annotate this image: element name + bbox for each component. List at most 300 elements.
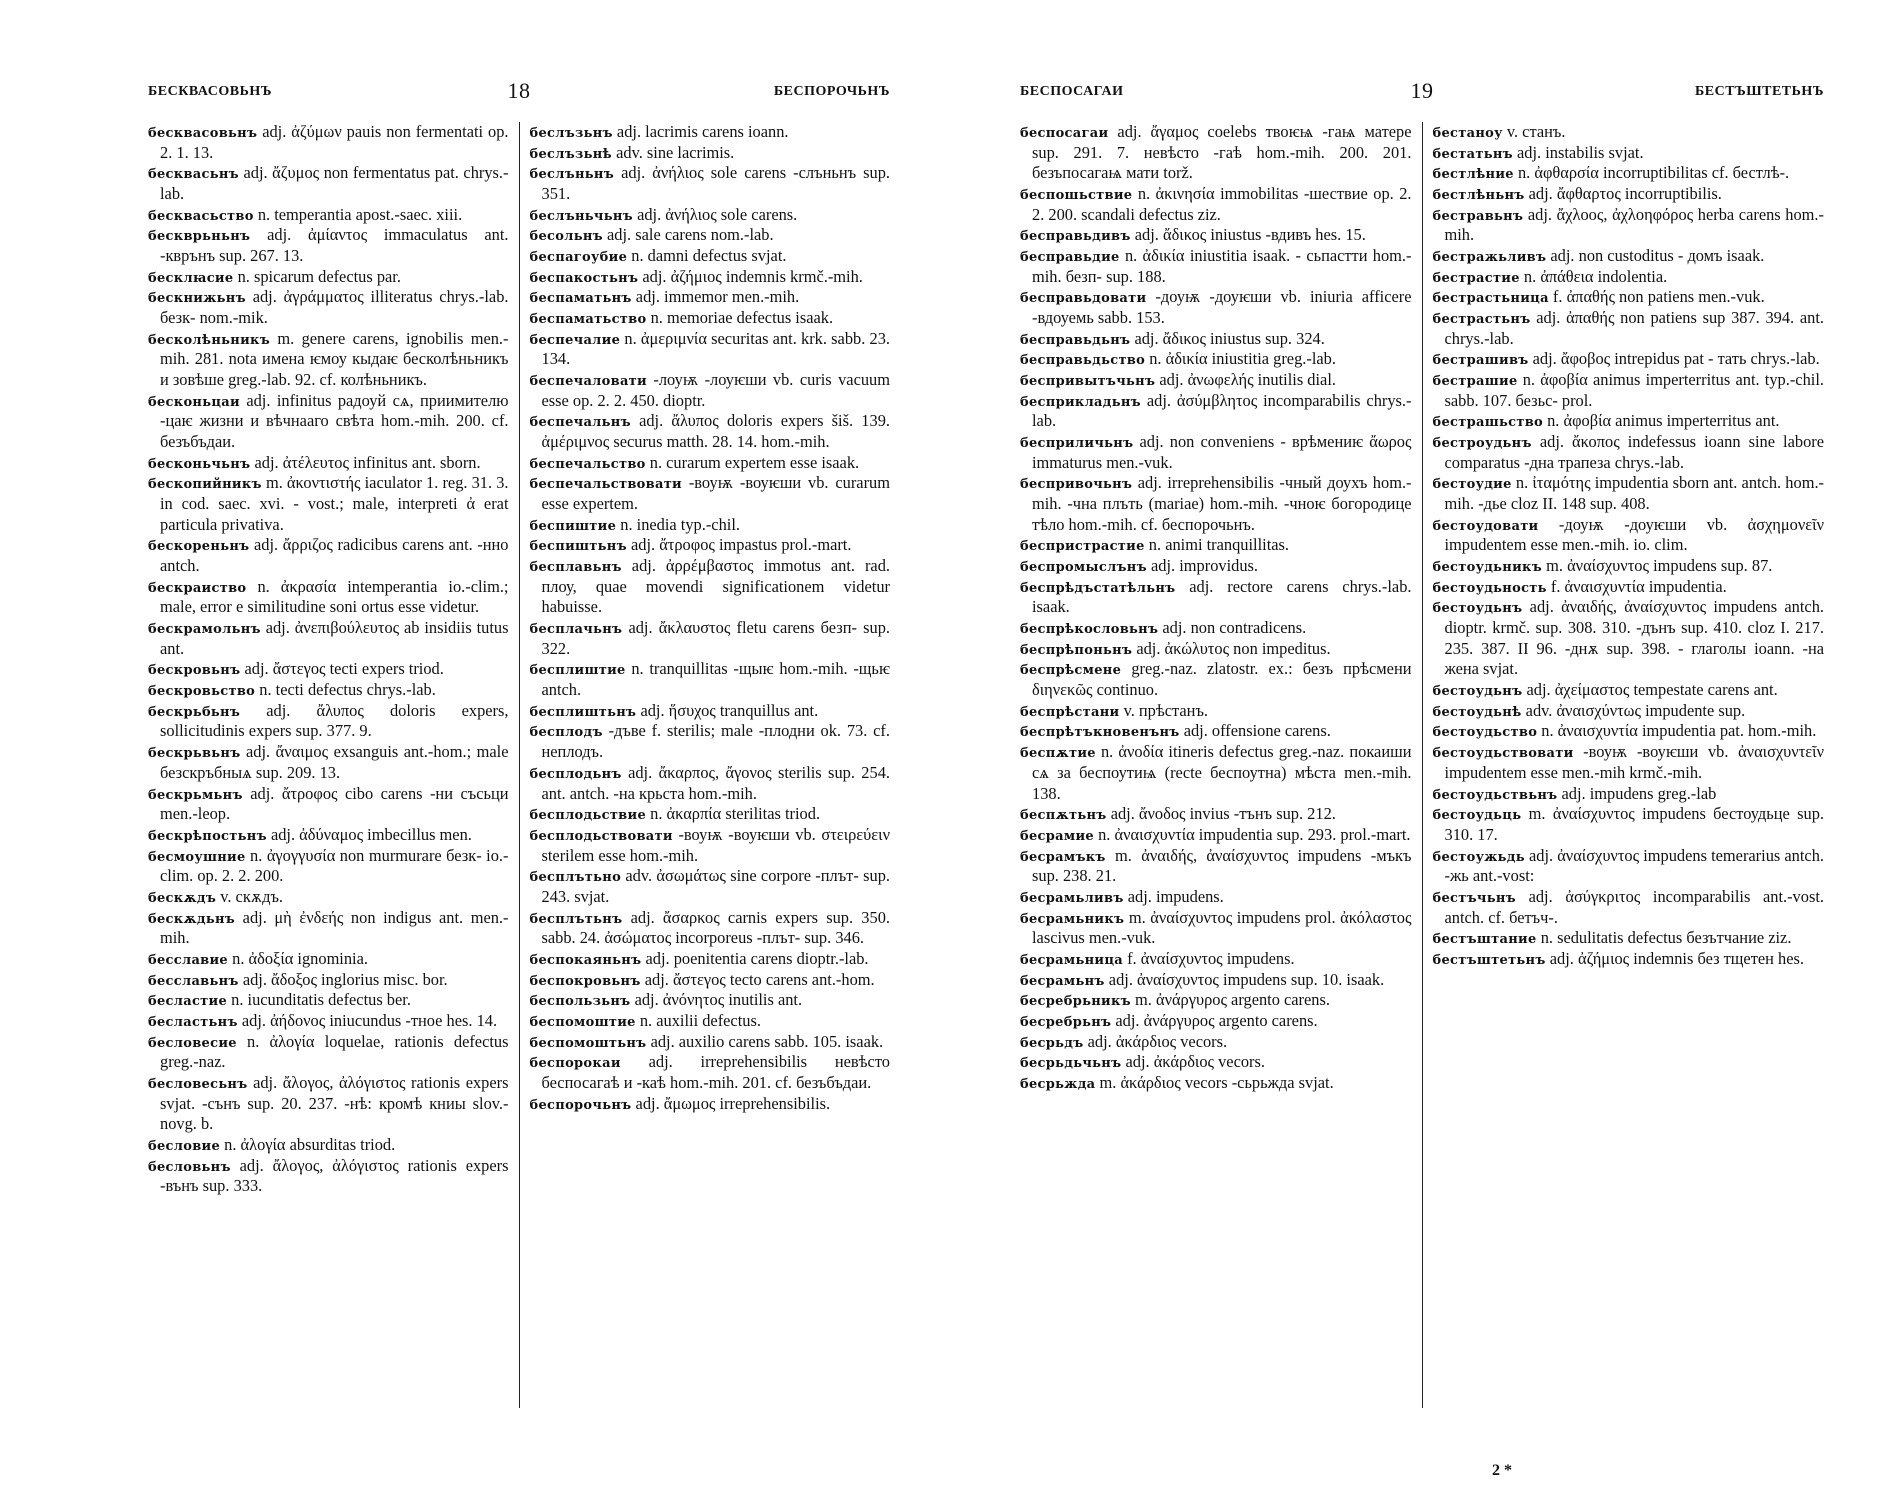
dictionary-entry [1020,349,1412,370]
definition: adj. non custoditus - домъ isaak. [1550,246,1765,266]
definition: v. скѫдъ. [220,886,284,906]
headword: бесплодьствовати [529,828,673,844]
headword: бесплиштие [529,663,626,679]
definition: adj. ἀνάργυρος argento carens. [1115,1010,1318,1030]
definition: f. ἀναίσχυντος impudens. [1127,948,1295,968]
definition: adj. ἄφθαρτος incorruptibilis. [1528,184,1722,204]
left-page-number: 18 [507,78,531,103]
dictionary-entry [1020,659,1412,700]
headword: бесплавьнъ [529,560,622,576]
headword: бесконьчьнъ [148,456,251,472]
headword: бесребрьнъ [1020,1014,1112,1030]
definition: n. tranquillitas -щыѥ hom.-mih. -щьѥ antch. [541,659,890,700]
headword: беслъньчьнъ [529,208,633,224]
headword: бесплачьнъ [529,622,623,638]
definition: adj. ἄτροφος cibo carens -ни съсьци men.-leop. [160,783,509,824]
definition: m. ἀναίσχυντος impudens sup. 87. [1546,556,1773,576]
definition: adj. instabilis svjat. [1517,142,1644,162]
dictionary-entry [148,391,509,453]
headword: бесславьнъ [148,973,239,989]
dictionary-entry [1433,577,1825,598]
dictionary-entry [530,1032,891,1053]
dictionary-entry [1020,721,1412,742]
definition: n. ἀναισχυντία impudentia pat. hom.-mih. [1541,721,1817,741]
headword: бестъштание [1432,932,1537,948]
dictionary-entry [1433,370,1825,411]
dictionary-entry [530,556,891,618]
headword: беспагоубие [529,250,628,266]
definition: n. temperantia apost.-saec. xiii. [257,204,463,224]
headword: бестоудьность [1432,580,1547,596]
dictionary-entry [1020,391,1412,432]
dictionary-entry [1020,577,1412,618]
definition: m. ἀναίσχυντος impudens бестоудьце sup. 310. 17. [1444,804,1824,844]
dictionary-entry [1020,908,1412,949]
definition: adj. ἄστεγος tecti expers triod. [244,659,444,679]
left-head-first-word: БЕСКВАСОВЬНЪ [148,84,272,99]
definition: adj. ἄμωμος irreprehensibilis. [635,1093,831,1113]
definition: adj. ἄκλαυστος fletu carens безп- sup. 322. [541,618,890,658]
dictionary-entry [1020,618,1412,639]
headword: бесславие [148,952,229,968]
headword: беспомоштие [529,1014,636,1030]
headword: бестлѣньнъ [1432,188,1525,204]
dictionary-entry [530,825,891,866]
dictionary-entry [148,701,509,742]
dictionary-entry [1433,205,1825,246]
dictionary-entry [1433,515,1825,556]
definition: adj. auxilio carens sabb. 105. isaak. [650,1031,884,1051]
definition: adj. ἄδοξος inglorius misc. bor. [242,969,448,989]
left-head-last-word: БЕСПОРОЧЬНЪ [773,84,890,99]
dictionary-entry [1433,701,1825,722]
dictionary-entry [1433,143,1825,164]
headword: беспиштьнъ [529,539,627,555]
dictionary-entry [530,163,891,204]
definition: adj. ἄλυπος doloris expers, sollicitudinis expers sup. 377. 9. [160,700,509,741]
definition: v. станъ. [1506,122,1566,141]
definition: n. ἀναισχυντία impudentia sup. 293. prol.-mart. [1098,824,1411,844]
headword: беспакостьнъ [529,270,639,286]
definition: adv. sine lacrimis. [616,142,735,162]
dictionary-entry [530,143,891,164]
definition: adj. ἄχλοος, ἀχλοηφόρος herba carens hom.-mih. [1444,204,1824,245]
headword: бесконьцаи [148,394,240,410]
dictionary-entry [530,205,891,226]
headword: бесрьдьчьнъ [1020,1056,1122,1072]
definition: adj. impudens. [1127,886,1224,906]
dictionary-entry [148,1073,509,1135]
dictionary-entry [1433,287,1825,308]
dictionary-entry [1433,804,1825,845]
dictionary-entry [1020,246,1412,287]
dictionary-entry [1433,784,1825,805]
dictionary-entry [1433,846,1825,887]
definition: n. memoriae defectus isaak. [650,308,834,328]
dictionary-entry [1433,184,1825,205]
dictionary-entry [1020,639,1412,660]
headword: бестравьнъ [1432,208,1524,224]
dictionary-entry [530,246,891,267]
dictionary-entry [1433,597,1825,680]
definition: adj. ἄνοδος invius -тънъ sup. 212. [1110,804,1336,824]
dictionary-entry [1020,329,1412,350]
dictionary-entry [530,618,891,659]
definition: adj. ἀνεπιβούλευτος ab insidiis tutus ant. [160,618,509,658]
definition: n. curarum expertem esse isaak. [649,452,860,472]
headword: бестоудьствовати [1432,746,1574,762]
dictionary-entry [1020,473,1412,535]
right-page-column-1 [1020,122,1423,1408]
dictionary-entry [530,267,891,288]
headword: беспрѣдъстатѣльнъ [1020,580,1176,596]
definition: -воуѭ -воуѥши vb. στειρεύειν sterilem esse hom.-mih. [541,824,890,865]
dictionary-entry [148,659,509,680]
dictionary-entry [148,908,509,949]
definition: adv. ἀσωμάτως sine corpore -плът- sup. 243. svjat. [541,866,890,906]
dictionary-entry [148,784,509,825]
dictionary-entry [148,825,509,846]
dictionary-entry [148,1156,509,1197]
dictionary-entry [1433,742,1825,783]
definition: adj. ἄναιμος exsanguis ant.-hom.; male безскръбныѧ sup. 209. 13. [160,742,509,782]
dictionary-entry [148,887,509,908]
dictionary-entry [530,308,891,329]
headword: бесрамъкъ [1020,849,1106,865]
definition: n. tecti defectus chrys.-lab. [259,680,436,700]
dictionary-entry [148,287,509,328]
dictionary-entry [148,535,509,576]
definition: n. ἀδοξία ignominia. [232,948,368,968]
headword: бескрьвьнъ [148,746,241,762]
dictionary-entry [1020,1073,1412,1094]
definition: adj. ἀνήλιος sole carens. [637,204,798,224]
definition: adj. non contradicens. [1162,618,1307,638]
definition: m. ἀκοντιστής iaculator 1. reg. 31. 3. in cod. saec. xvi. - vost.; male, interpreti ἀ erat particula privativa. [160,473,509,534]
definition: adj. ἀζήμιος indemnis без тщетен hes. [1549,948,1804,968]
dictionary-entry [148,267,509,288]
definition: adj. ἄδικος iniustus sup. 324. [1134,328,1325,348]
dictionary-entry [1433,349,1825,370]
headword: бестоудьць [1432,808,1522,824]
definition: adj. infinitus радоуй сѧ, приимителю -цаѥ жизни и вѣчнааго свѣта hom.-mih. 200. cf. безъбъдаи. [160,390,509,452]
definition: n. ἰταμότης impudentia sborn ant. antch. hom.-mih. -дье cloz II. 148 sup. 408. [1444,473,1824,514]
definition: adj. ἀκάρδιος vecors. [1087,1031,1228,1051]
headword: бесправьдивъ [1020,229,1131,245]
definition: adj. ἀκάρδιος vecors. [1125,1052,1265,1072]
dictionary-entry [148,122,509,163]
definition: m. ἀκάρδιος vecors -сьрьжда svjat. [1099,1072,1334,1092]
definition: adj. ἄφοβος intrepidus pat - тать chrys.-lab. [1532,349,1820,369]
dictionary-entry [530,329,891,370]
left-running-head [148,78,890,108]
headword: бестоужьдь [1432,849,1525,865]
headword: беспечальствовати [529,477,682,493]
headword: беспользьнъ [529,994,631,1010]
definition: adj. rectore carens chrys.-lab. isaak. [1032,576,1412,617]
dictionary-entry [530,970,891,991]
definition: adj. ἄδικος iniustus -вдивъ hes. 15. [1134,225,1366,245]
headword: бесластьнъ [148,1014,238,1030]
dictionary-entry [1433,949,1825,970]
definition: adj. ἀγράμματος illiteratus chrys.-lab. безк- nom.-mik. [160,287,509,328]
definition: adj. offensione carens. [1183,721,1331,741]
headword: бесрьжда [1020,1076,1096,1092]
dictionary-entry [1020,1032,1412,1053]
definition: -воуѭ -воуѥши vb. ἀναισχυντεῖν impudentem esse men.-mih krmč.-mih. [1444,742,1824,782]
dictionary-entry [1433,721,1825,742]
headword: бестоудьнъ [1432,601,1523,617]
dictionary-entry [148,618,509,659]
headword: бескрьбьнъ [148,704,241,720]
definition: adj. sale carens nom.-lab. [607,225,774,245]
definition: adj. ἄκαρπος, ἄγονος sterilis sup. 254. ant. antch. -на крьста hom.-mih. [541,762,890,803]
dictionary-entry [1020,122,1412,184]
dictionary-entry [1020,949,1412,970]
definition: adj. ἀτέλευτος infinitus ant. sborn. [254,452,481,472]
headword: бесплодьствие [529,808,647,824]
dictionary-entry [530,701,891,722]
definition: adj. ἄζυμος non fermentatus pat. chrys.-lab. [160,163,509,204]
dictionary-entry [530,287,891,308]
dictionary-entry [1020,370,1412,391]
headword: бескрамольнъ [148,622,261,638]
headword: бесквасьство [148,208,254,224]
definition: adj. ἄλυπος doloris expers šiš. 139. ἀμέριμνος securus matth. 28. 14. hom.-mih. [541,411,890,452]
headword: бескровьство [148,684,256,700]
definition: greg.-naz. zlatostr. ex.: безъ прѣсмени διηνεκῶς continuo. [1032,659,1412,700]
definition: adj. ἥσυχος tranquillus ant. [640,700,819,720]
dictionary-entry [1433,432,1825,473]
definition: adj. irreprehensibilis -чный доухъ hom.-mih. -чна плъть (mariae) hom.-mih. -чноѥ богородице тѣло hom.-mih. cf. беспорочьнъ. [1032,473,1412,534]
dictionary-entry [530,721,891,762]
definition: adj. non conveniens - врѣмениѥ ἄωρος immaturus men.-vuk. [1032,432,1412,472]
dictionary-entry [148,1011,509,1032]
dictionary-entry [530,949,891,970]
headword: бестоудовати [1432,518,1539,534]
dictionary-entry [1433,928,1825,949]
headword: беспечальнъ [529,415,631,431]
left-page-column-2 [520,122,891,1408]
dictionary-entry [530,122,891,143]
dictionary-entry [530,370,891,411]
headword: бестрашьство [1432,415,1543,431]
headword: беспрѣпоньнъ [1020,642,1133,658]
definition: m. genere carens, ignobilis men.-mih. 281. nota имена ѥмоу кыдаѥ бесколѣньникъ и зовѣше greg.-lab. 92. cf. колѣньникъ. [160,328,509,390]
definition: adj. improvidus. [1151,556,1259,576]
definition: adj. ἄκοπος indefessus ioann sine labore comparatus -дна трапеза chrys.-lab. [1444,432,1824,472]
dictionary-entry [148,225,509,266]
definition: n. inedia typ.-chil. [620,514,740,534]
dictionary-entry [530,659,891,700]
dictionary-entry [530,473,891,514]
headword: бескровьнъ [148,663,241,679]
headword: бесластие [148,994,228,1010]
headword: беспаматьство [529,312,647,328]
definition: n. animi tranquillitas. [1148,535,1290,555]
right-page-number: 19 [1410,78,1434,103]
definition: n. auxilii defectus. [639,1010,761,1030]
definition: n. damni defectus svjat. [631,246,787,266]
definition: adj. ἀνήλιος sole carens -слъньнъ sup. 351. [541,163,890,204]
definition: n. sedulitatis defectus безътчание ziz. [1540,928,1792,948]
dictionary-entry [530,411,891,452]
dictionary-entry [1020,225,1412,246]
definition: n. ἀκινησία immobilitas -шествие op. 2. 2. 200. scandali defectus ziz. [1032,184,1412,224]
dictionary-entry [530,1011,891,1032]
headword: бестатьнъ [1432,146,1513,162]
headword: беспечалие [529,332,621,348]
dictionary-entry [1020,701,1412,722]
definition: adj. ἀήδονος iniucundus -тное hes. 14. [241,1010,498,1030]
headword: беспривытъчьнъ [1020,374,1156,390]
dictionary-entry [1020,970,1412,991]
headword: бесколѣньникъ [148,332,270,348]
definition: adj. ἄστεγος tecto carens ant.-hom. [644,969,875,989]
headword: бесловесьнъ [148,1076,248,1092]
headword: беслъньнъ [529,167,615,183]
definition: adj. ἀναίσχυντος impudens temerarius antch. -жь ant.-vost: [1444,845,1824,886]
dictionary-entry [1020,432,1412,473]
dictionary-entry [148,163,509,204]
headword: беспорокаи [529,1056,621,1072]
definition: m. ἀναίσχυντος impudens prol. ἀκόλαστος lascivus men.-vuk. [1032,907,1412,948]
headword: беспѫтие [1020,746,1096,762]
dictionary-entry [530,453,891,474]
dictionary-entry [148,1135,509,1156]
definition: n. ἀφοβία animus imperterritus ant. [1547,411,1780,431]
headword: беспрѣкословьнъ [1020,622,1159,638]
definition: adj. impudens greg.-lab [1561,783,1717,803]
dictionary-entry [1433,122,1825,143]
dictionary-entry [1433,556,1825,577]
dictionary-entry [1433,246,1825,267]
headword: бескѫдьнъ [148,911,236,927]
headword: бестоудьствьнъ [1432,787,1558,803]
headword: беспошьствие [1020,188,1133,204]
headword: бесправьдьнъ [1020,332,1131,348]
headword: бесловесие [148,1035,237,1051]
definition: n. ἀδικία iniustitia greg.-lab. [1149,349,1336,369]
definition: n. ἀλογία absurditas triod. [224,1134,396,1154]
headword: бескореньнъ [148,539,250,555]
definition: adj. ἀχείμαστος tempestate carens ant. [1526,680,1778,700]
dictionary-entry [1433,267,1825,288]
headword: беспѫтьнъ [1020,808,1107,824]
definition: n. spicarum defectus par. [237,266,401,286]
headword: бесплиштьнъ [529,704,637,720]
headword: беспрѣстани [1020,704,1120,720]
definition: m. ἀναιδής, ἀναίσχυντος impudens -мъкъ sup. 238. 21. [1032,845,1412,886]
headword: бесрамьливъ [1020,890,1124,906]
headword: бестроудьнъ [1432,436,1532,452]
headword: бестоудие [1432,477,1512,493]
definition: adj. ἀναίσχυντος impudens sup. 10. isaak. [1108,969,1385,989]
definition: n. ἀδικία iniustitia isaak. - сьпастти hom.-mih. безп- sup. 188. [1032,246,1412,286]
definition: n. ἀκαρπία sterilitas triod. [650,804,821,824]
dictionary-entry [1433,473,1825,514]
dictionary-entry [1020,184,1412,225]
headword: бескнижьнъ [148,291,246,307]
headword: беспокровьнъ [529,973,641,989]
definition: adj. ἀκώλυτος non impeditus. [1136,638,1331,658]
left-columns [148,122,890,1408]
headword: беспрѣтъкновенънъ [1020,725,1180,741]
definition: n. ἀφθαρσία incorruptibilitas cf. бестлѣ-. [1517,163,1790,183]
definition: adv. ἀναισχύντως impudente sup. [1525,700,1746,720]
definition: adj. lacrimis carens ioann. [616,122,789,141]
headword: беспаматьнъ [529,291,632,307]
dictionary-entry [148,742,509,783]
headword: бесправьдовати [1020,291,1147,307]
right-page-column-2 [1423,122,1825,1408]
dictionary-entry [1020,990,1412,1011]
dictionary-entry [530,535,891,556]
headword: бесприкладьнъ [1020,394,1141,410]
definition: n. ἀφοβία animus imperterritus ant. typ.-chil. sabb. 107. безьс- prol. [1444,370,1824,410]
definition: adj. ἄρριζος radicibus carens ant. -нно antch. [160,535,509,576]
definition: adj. ἄλογος, ἀλόγιστος rationis expers -вънъ sup. 333. [160,1155,509,1196]
dictionary-entry [530,908,891,949]
dictionary-entry [1020,287,1412,328]
definition: adj. ἀσύγκριτος incomparabilis ant.-vost. antch. cf. бетъч-. [1444,886,1824,927]
headword: беспристрастие [1020,539,1145,555]
headword: бесрамьникъ [1020,911,1125,927]
headword: беспромыслънъ [1020,560,1147,576]
definition: adj. poenitentia carens dioptr.-lab. [645,948,869,968]
headword: бестъчьнъ [1432,890,1516,906]
headword: бесрамьнъ [1020,973,1105,989]
headword: беслъзьнъ [529,126,613,141]
definition: n. ἀκρασία intemperantia io.-clim.; male, error e similitudine soni ortus esse videtur. [160,576,509,617]
definition: adj. immemor men.-mih. [635,287,800,307]
headword: беспрѣсмене [1020,663,1122,679]
headword: бесплътьно [529,870,622,886]
headword: бесрьдъ [1020,1035,1084,1051]
headword: бескѫдъ [148,890,217,906]
definition: m. ἀνάργυρος argento carens. [1135,990,1330,1010]
dictionary-entry [1433,411,1825,432]
dictionary-entry [148,329,509,391]
right-columns [1020,122,1824,1408]
definition: n. ἀμεριμνία securitas ant. krk. sabb. 23. 134. [541,328,890,369]
headword: бескопийникъ [148,477,262,493]
headword: бестрастьница [1432,291,1549,307]
dictionary-entry [530,763,891,804]
dictionary-entry [1020,556,1412,577]
definition: -доуѭ -доуѥши vb. iniuria afficere -вдоуемь sabb. 153. [1032,287,1412,328]
definition: adj. ἀδύναμος imbecillus men. [270,824,472,844]
definition: adj. ἄγαμος coelebs твоѥѩ -гаѩ матере sup. 291. 7. невѣсто -гаѣ hom.-mih. 200. 201. безъпосагаѩ мати torž. [1032,122,1412,183]
headword: бесмоушние [148,849,246,865]
left-page-column-1 [148,122,520,1408]
definition: n. ἀλογία loquelae, rationis defectus greg.-naz. [160,1031,509,1072]
headword: беспосагаи [1020,126,1109,141]
definition: adj. ἀνόνητος inutilis ant. [634,990,803,1010]
headword: бестрастьнъ [1432,312,1531,328]
headword: бестоудьнѣ [1432,704,1522,720]
right-head-first-word: БЕСПОСАГАИ [1020,84,1124,99]
dictionary-entry [148,680,509,701]
headword: бестоудьнъ [1432,684,1523,700]
definition: adj. ἀσύμβλητος incomparabilis chrys.-lab. [1032,390,1412,431]
headword: бесрамьница [1020,952,1123,968]
dictionary-entry [1020,1011,1412,1032]
definition: adj. ἀμίαντος immaculatus ant. -кврънъ sup. 267. 13. [160,225,509,266]
dictionary-entry [530,1052,891,1093]
headword: бескрьмьнъ [148,787,243,803]
headword: бескврьньнъ [148,229,251,245]
